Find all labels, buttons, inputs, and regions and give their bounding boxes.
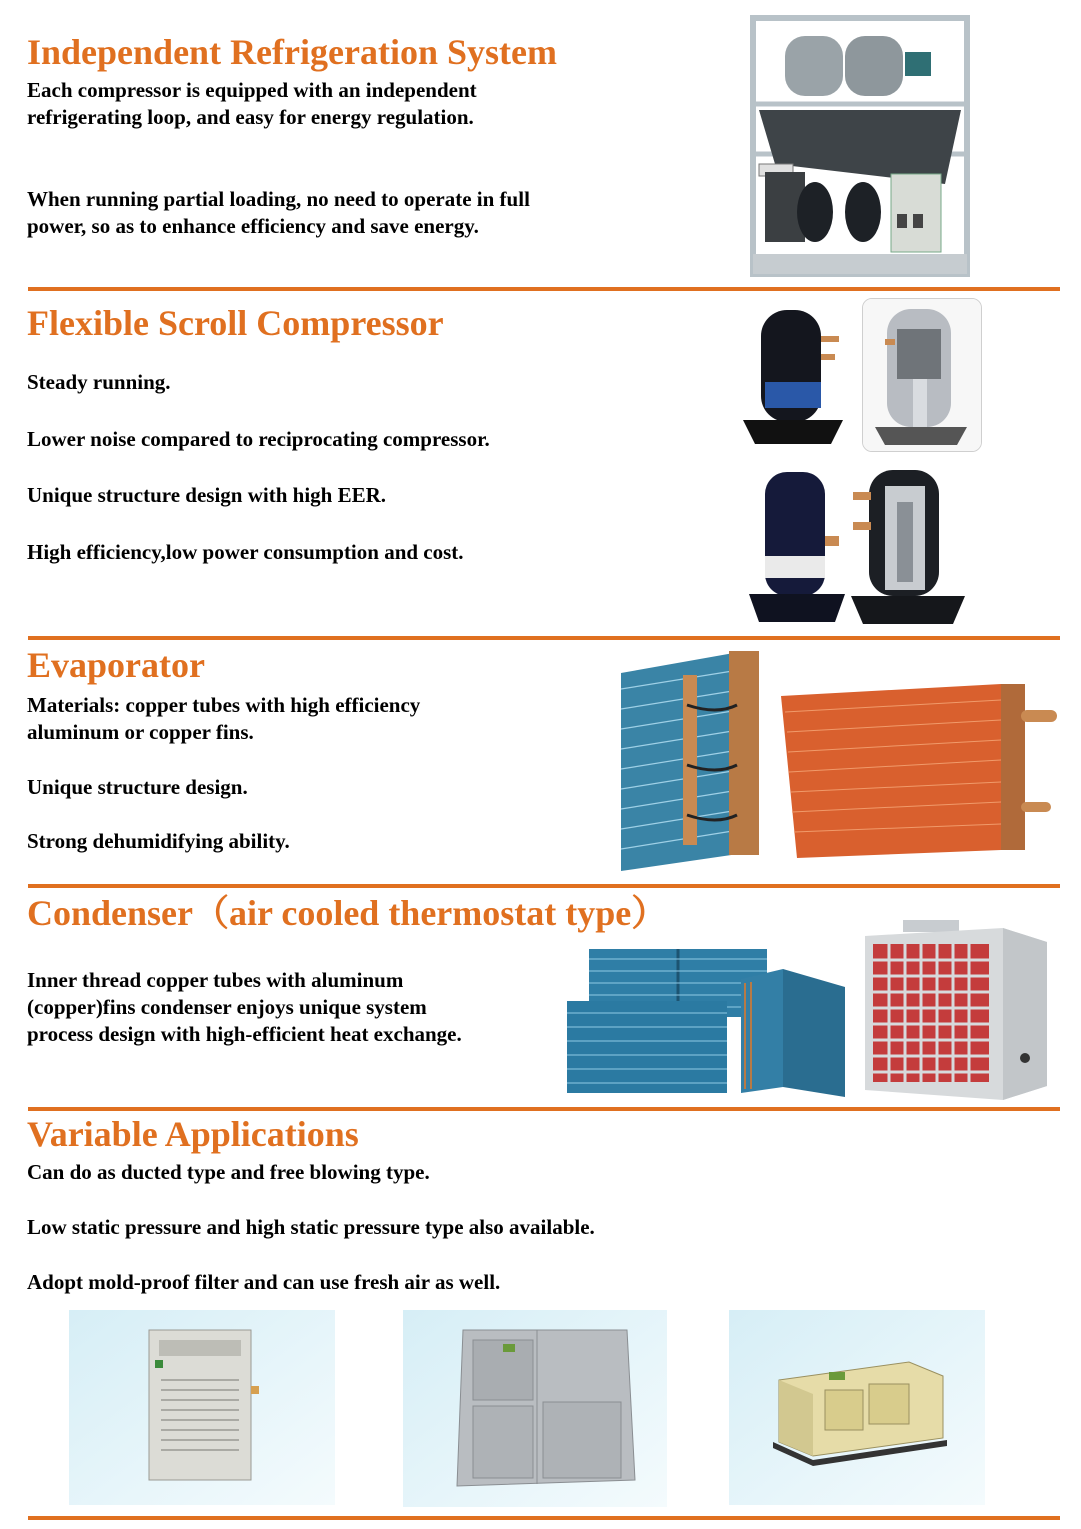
- compressor-paragraph-1: Steady running.: [27, 370, 171, 394]
- condenser-coils-image: [553, 937, 849, 1101]
- section-title-condenser: Condenser（air cooled thermostat type）: [27, 893, 668, 933]
- scroll-compressor-image-1: [735, 302, 853, 452]
- evaporator-coil-aluminum-image: [617, 645, 767, 877]
- scroll-compressor-image-2: [745, 466, 849, 628]
- section-divider-3: [28, 884, 1060, 888]
- evaporator-paragraph-1: Materials: copper tubes with high efficiency aluminum or copper fins.: [27, 693, 421, 744]
- applications-paragraph-1: Can do as ducted type and free blowing type.: [27, 1160, 430, 1184]
- evaporator-paragraph-2: Unique structure design.: [27, 775, 248, 799]
- applications-paragraph-2: Low static pressure and high static pressure type also available.: [27, 1215, 595, 1239]
- section-divider-2: [28, 636, 1060, 640]
- compressor-paragraph-3: Unique structure design with high EER.: [27, 483, 387, 507]
- free-blowing-unit-image: [69, 1310, 335, 1505]
- scroll-compressor-cutaway-image-2: [845, 462, 971, 630]
- section-divider-5: [28, 1516, 1060, 1520]
- compact-ducted-unit-image: [729, 1310, 985, 1505]
- section-title-refrigeration: Independent Refrigeration System: [27, 32, 557, 72]
- compressor-paragraph-4: High efficiency,low power consumption and cost.: [27, 540, 464, 564]
- applications-paragraph-3: Adopt mold-proof filter and can use fresh air as well.: [27, 1270, 501, 1294]
- condenser-paragraph-1: Inner thread copper tubes with aluminum (copper)fins condenser enjoys unique system process design with high-efficient heat exchange.: [27, 968, 462, 1046]
- refrigeration-paragraph-2: When running partial loading, no need to operate in full power, so as to enhance efficiency and save energy.: [27, 187, 530, 238]
- refrigeration-unit-image: [745, 14, 975, 280]
- section-title-applications: Variable Applications: [27, 1114, 359, 1154]
- refrigeration-paragraph-1: Each compressor is equipped with an independent refrigerating loop, and easy for energy regulation.: [27, 78, 477, 129]
- section-title-evaporator: Evaporator: [27, 645, 205, 685]
- condenser-unit-image: [857, 908, 1053, 1104]
- compressor-paragraph-2: Lower noise compared to reciprocating compressor.: [27, 427, 490, 451]
- section-title-compressor: Flexible Scroll Compressor: [27, 303, 444, 343]
- section-divider-1: [28, 287, 1060, 291]
- evaporator-paragraph-3: Strong dehumidifying ability.: [27, 829, 290, 853]
- section-divider-4: [28, 1107, 1060, 1111]
- ducted-unit-image: [403, 1310, 667, 1507]
- scroll-compressor-cutaway-image-1: [862, 298, 982, 452]
- evaporator-coil-copper-image: [775, 682, 1060, 864]
